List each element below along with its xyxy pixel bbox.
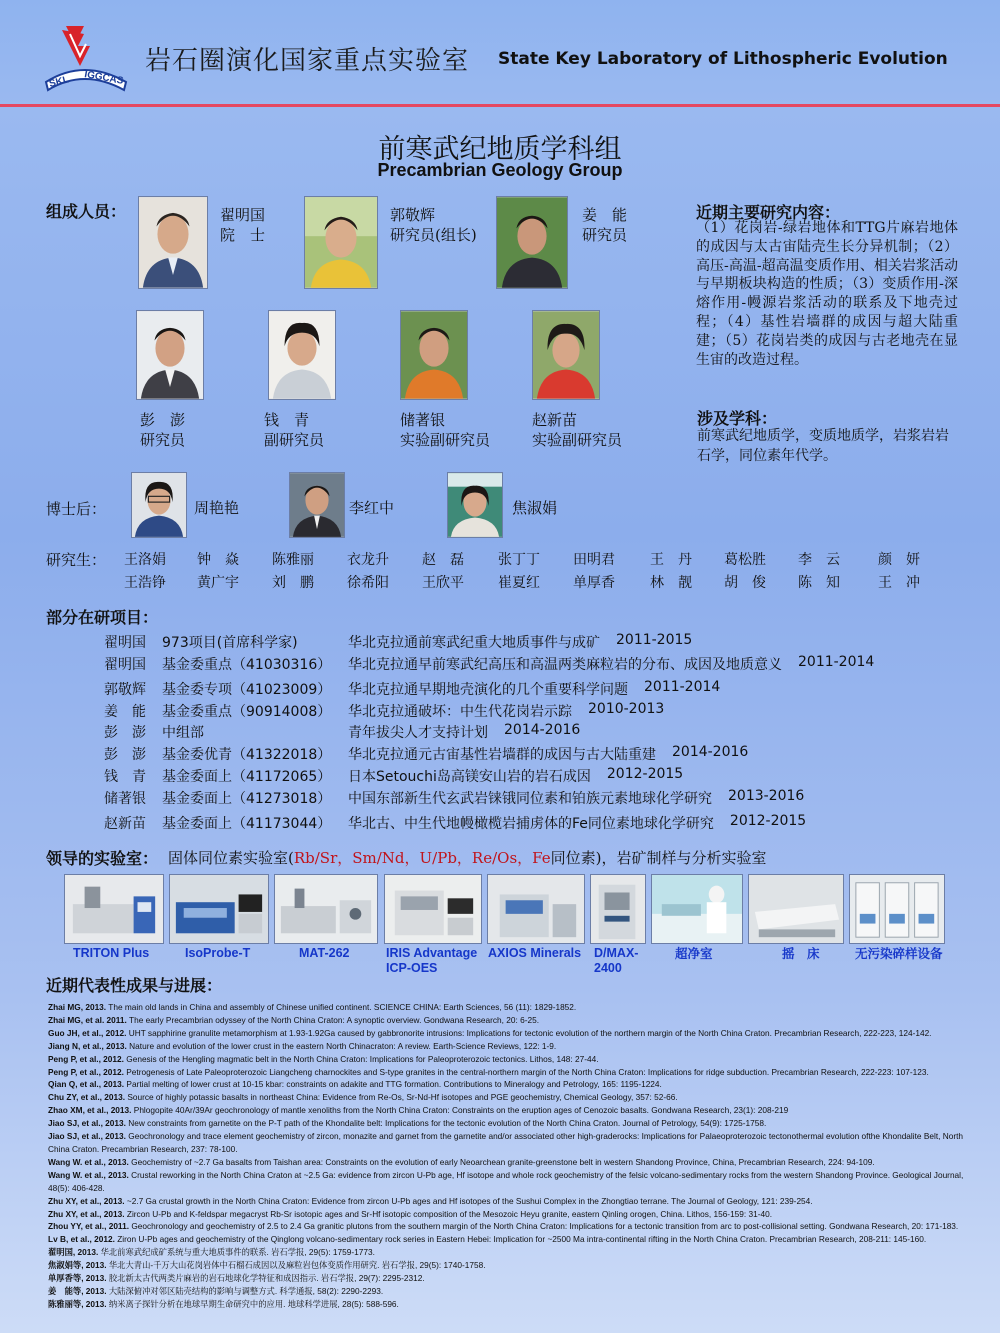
lab-photo-dmax xyxy=(590,874,646,944)
postdoc-photo xyxy=(447,472,503,538)
student-name: 李 云 xyxy=(798,552,840,568)
member-photo xyxy=(496,196,568,289)
lab-caption: IRIS Advantage ICP-OES xyxy=(386,946,478,975)
lab-photo-crusher xyxy=(849,874,945,944)
publication-text: Phlogopite 40Ar/39Ar geochronology of mantle xenoliths from the North China Craton: Constraints on the eruption ages of Cenozoic basalts. Gondwana Research, 23(1): 208-219 xyxy=(133,1105,789,1116)
labs-isotopes: Rb/Sr，Sm/Nd，U/Pb，Re/Os，Fe xyxy=(293,849,551,867)
publication-author: Zhai MG, 2013. xyxy=(48,1002,107,1012)
project-title: 华北克拉通前寒武纪重大地质事件与成矿 xyxy=(348,635,600,651)
publication-item xyxy=(48,1091,978,1104)
project-row xyxy=(104,701,964,719)
member-role: 院 士 xyxy=(220,226,266,244)
publication-item xyxy=(48,1298,978,1311)
publication-item xyxy=(48,1246,978,1259)
publication-author: 焦淑娟等, 2013. xyxy=(48,1260,107,1271)
publication-item xyxy=(48,1208,978,1221)
project-pi: 钱 青 xyxy=(104,769,146,785)
postdoc-photo xyxy=(131,472,187,538)
member-photo xyxy=(136,310,204,400)
member-name: 郭敬辉 xyxy=(390,206,436,224)
publication-author: Qian Q, et al., 2013. xyxy=(48,1079,125,1090)
project-row xyxy=(104,788,964,806)
publication-item xyxy=(48,1053,978,1066)
postdoc-photo xyxy=(289,472,345,538)
publication-item xyxy=(48,1272,978,1285)
group-title-cn: 前寒武纪地质学科组 xyxy=(378,134,622,165)
students-label: 研究生： xyxy=(46,551,107,569)
project-years: 2014-2016 xyxy=(504,722,581,738)
student-name: 王欣平 xyxy=(422,575,464,591)
project-row xyxy=(104,722,964,740)
student-name: 颜 妍 xyxy=(878,552,920,568)
lab-photo-mat262 xyxy=(274,874,378,944)
student-name: 张丁丁 xyxy=(498,552,540,568)
student-name: 葛松胜 xyxy=(724,552,766,568)
project-pi: 郭敬辉 xyxy=(104,682,146,698)
postdoc-label: 博士后： xyxy=(46,500,107,518)
project-row xyxy=(104,744,964,762)
publication-text: The main old lands in China and assembly of Chinese unified continent. SCIENCE CHINA: Earth Sciences, 56 (11): 1829-1852. xyxy=(108,1002,577,1012)
postdoc-name: 李红中 xyxy=(349,499,395,517)
student-name: 陈雅丽 xyxy=(272,552,314,568)
publication-text: Petrogenesis of Late Paleoproterozoic Liangcheng charnockites and S-type granites in the central-northern margin of the North China Craton: Implications for ridge subduction. Precambrian Research, 222-223: 107-123. xyxy=(126,1066,929,1077)
research-title: 近期主要研究内容： xyxy=(696,203,841,222)
publication-author: 单厚香等, 2013. xyxy=(48,1273,107,1284)
project-fund: 973项目(首席科学家) xyxy=(162,635,298,651)
labs-label: 领导的实验室： xyxy=(46,849,159,868)
lab-photo-cleanroom xyxy=(651,874,743,944)
publication-author: Peng P, et al., 2012. xyxy=(48,1053,124,1064)
publication-item xyxy=(48,1117,978,1130)
publication-item xyxy=(48,1014,978,1027)
publication-text: Crustal reworking in the North China Craton at ~2.5 Ga: evidence from zircon U-Pb age, Hf isotope and whole rock geochemistry of the felsic volcano-sedimentary rocks from the western Shandong Province. Geological Journal, 48(5): 406-428. xyxy=(48,1169,964,1193)
student-name: 胡 俊 xyxy=(724,575,766,591)
project-title: 华北克拉通早前寒武纪高压和高温两类麻粒岩的分布、成因及地质意义 xyxy=(348,657,782,673)
publication-item xyxy=(48,1066,978,1079)
project-title: 中国东部新生代玄武岩铼锇同位素和铂族元素地球化学研究 xyxy=(348,791,712,807)
lab-caption: AXIOS Minerals xyxy=(488,946,582,960)
publication-text: 华北大青山-千万大山花岗岩体中石榴石成因以及麻粒岩包体变质作用研究. 岩石学报, 29(5): 1740-1758. xyxy=(108,1260,486,1271)
project-pi: 彭 澎 xyxy=(104,747,146,763)
member-photo xyxy=(532,310,600,400)
project-fund: 基金委面上（41173044） xyxy=(162,816,332,832)
student-name: 刘 鹏 xyxy=(272,575,314,591)
member-role: 实验副研究员 xyxy=(532,431,623,449)
project-row xyxy=(104,632,964,650)
member-role: 研究员(组长) xyxy=(390,226,477,244)
members-label: 组成人员： xyxy=(46,202,127,221)
publication-item xyxy=(48,1156,978,1169)
project-years: 2011-2014 xyxy=(644,679,721,695)
member-role: 研究员 xyxy=(582,226,628,244)
student-name: 赵 磊 xyxy=(422,552,464,568)
publication-item xyxy=(48,1130,978,1156)
publication-text: Geochronology and trace element geochemistry of zircon, monazite and garnet from the garnetite and/or associated other high-graderocks: Implications for Palaeoproterozoic tectonothermal evolution ofthe Khondalite Belt, North China Craton. Precambrian Research, 237: 78-100. xyxy=(48,1131,964,1154)
publication-author: Zhou YY, et al., 2011. xyxy=(48,1221,130,1232)
project-title: 日本Setouchi岛高镁安山岩的岩石成因 xyxy=(348,769,591,785)
publication-item xyxy=(48,1195,978,1208)
publication-author: Jiao SJ, et al., 2013. xyxy=(48,1118,126,1129)
publication-author: 姜 能等, 2013. xyxy=(48,1285,107,1296)
project-pi: 翟明国 xyxy=(104,635,146,651)
lab-photo-isoprobe xyxy=(169,874,269,944)
lab-caption: 超净室 xyxy=(675,946,713,961)
project-fund: 基金委重点（90914008） xyxy=(162,704,332,720)
student-name: 衣龙升 xyxy=(347,552,389,568)
member-name: 彭 澎 xyxy=(140,411,186,429)
header-divider xyxy=(0,104,1000,107)
publication-text: ~2.7 Ga crustal growth in the North China Craton: Evidence from zircon U-Pb ages and Hf isotopes of the Sushui Complex in the Zhongtiao terrane. The Journal of Geology, 121: 239-254. xyxy=(126,1195,813,1206)
publication-author: Chu ZY, et al., 2013. xyxy=(48,1092,126,1103)
publication-author: Wang W. et al., 2013. xyxy=(48,1169,129,1180)
publication-item xyxy=(48,1040,978,1053)
publication-text: 大陆深俯冲对邻区陆壳结构的影响与调整方式. 科学通报, 58(2): 2290-2293. xyxy=(108,1285,384,1296)
project-fund: 基金委优青（41322018） xyxy=(162,747,332,763)
publication-text: Geochemistry of ~2.7 Ga basalts from Taishan area: Constraints on the evolution of early Neoarchean granite-greenstone belt in western Shandong Province, China, Precambrian Research, 224: 94-109. xyxy=(131,1156,875,1167)
student-name: 王 丹 xyxy=(650,552,692,568)
project-pi: 赵新苗 xyxy=(104,816,146,832)
publication-author: Guo JH, et al., 2012. xyxy=(48,1027,127,1038)
publication-item xyxy=(48,1233,978,1246)
project-fund: 基金委专项（41023009） xyxy=(162,682,332,698)
member-role: 实验副研究员 xyxy=(400,431,491,449)
publication-item xyxy=(48,1220,978,1233)
publication-author: Zhu XY, et al., 2013. xyxy=(48,1208,125,1219)
publication-text: 胶北新太古代两类片麻岩的岩石地球化学特征和成因指示. 岩石学报, 29(7): 2295-2312. xyxy=(108,1273,425,1284)
student-name: 钟 焱 xyxy=(197,552,239,568)
publication-item xyxy=(48,1027,978,1040)
labs-text-a: 固体同位素实验室( xyxy=(168,849,294,867)
lab-caption: TRITON Plus xyxy=(73,946,150,960)
project-title: 华北克拉通早期地壳演化的几个重要科学问题 xyxy=(348,682,628,698)
publication-item xyxy=(48,1169,978,1195)
publication-item xyxy=(48,1001,978,1014)
member-role: 副研究员 xyxy=(264,431,325,449)
project-row xyxy=(104,813,964,831)
projects-label: 部分在研项目： xyxy=(46,608,159,627)
member-name: 翟明国 xyxy=(220,206,266,224)
publication-author: Jiang N, et al., 2013. xyxy=(48,1040,127,1051)
publication-author: Wang W. et al., 2013. xyxy=(48,1156,129,1167)
lab-photo-shaker xyxy=(748,874,844,944)
publication-author: 陈雅丽等, 2013. xyxy=(48,1298,107,1309)
student-name: 林 靓 xyxy=(650,575,692,591)
project-title: 华北克拉通元古宙基性岩墙群的成因与古大陆重建 xyxy=(348,747,656,763)
publication-author: Zhu XY, et al., 2013. xyxy=(48,1195,125,1206)
publication-author: 翟明国, 2013. xyxy=(48,1247,99,1258)
publications-list xyxy=(48,1001,978,1311)
publication-text: Nature and evolution of the lower crust in the eastern North Chinacraton: A review. Earth-Science Reviews, 122: 1-9. xyxy=(129,1040,557,1051)
publication-author: Zhao XM, et al., 2013. xyxy=(48,1105,132,1116)
publication-text: Zircon U-Pb and K-feldspar megacryst Rb-Sr isotopic ages and Sr-Hf isotopic composition of the Mesozoic Heyu granite, eastern Qinling orogen, China. Lithos, 156-159: 31-40. xyxy=(126,1208,773,1219)
publication-text: Ziron U-Pb ages and geochemistry of the Qinglong volcano-sedimentary rock series in Eastern Hebei: Implication for ~2500 Ma intra-continental rifting in the North China Craton. Precambrian Research, 208-211: 145-160. xyxy=(117,1234,927,1245)
publication-author: Jiao SJ, et al., 2013. xyxy=(48,1131,126,1142)
skl-iggcas-logo xyxy=(44,20,128,98)
research-text: （1）花岗岩-绿岩地体和TTG片麻岩地体的成因与太古宙陆壳生长分异机制；（2）高压-高温-超高温变质作用、相关岩浆活动与早期板块构造的性质；（3）变质作用-深熔作用-幔源岩浆活动的联系及下地壳过程；（4）基性岩墙群的成因与超大陆重建；（5）花岗岩类的成因与古老地壳在显生宙的改造过程。 xyxy=(696,220,958,368)
publication-text: Geochronology and geochemistry of 2.5 to 2.4 Ga granitic plutons from the southern margin of the North China Craton: Implications for a tectonic transition from arc to post-collisional setting. Gondwana Research, 20: 171-183. xyxy=(131,1221,959,1232)
member-name: 姜 能 xyxy=(582,206,628,224)
member-role: 研究员 xyxy=(140,431,186,449)
member-photo xyxy=(138,196,208,289)
student-name: 崔夏红 xyxy=(498,575,540,591)
labs-text-b: 同位素)，岩矿制样与分析实验室 xyxy=(550,849,767,867)
student-name: 王洛娟 xyxy=(124,552,166,568)
student-name: 徐希阳 xyxy=(347,575,389,591)
project-years: 2014-2016 xyxy=(672,744,749,760)
member-photo xyxy=(268,310,336,400)
svg-text:IGGCAS: IGGCAS xyxy=(83,69,125,87)
project-title: 华北克拉通破坏：中生代花岗岩示踪 xyxy=(348,704,572,720)
project-fund: 基金委面上（41273018） xyxy=(162,791,332,807)
project-pi: 姜 能 xyxy=(104,704,146,720)
project-years: 2013-2016 xyxy=(728,788,805,804)
publication-item xyxy=(48,1285,978,1298)
svg-text:SKL: SKL xyxy=(48,74,71,90)
project-fund: 中组部 xyxy=(162,725,204,741)
project-fund: 基金委面上（41172065） xyxy=(162,769,332,785)
lab-title-cn: 岩石圈演化国家重点实验室 xyxy=(145,46,470,76)
member-name: 储著银 xyxy=(400,411,446,429)
project-years: 2012-2015 xyxy=(606,766,684,782)
postdoc-name: 焦淑娟 xyxy=(512,499,558,517)
project-years: 2012-2015 xyxy=(729,813,807,829)
lab-photo-iris xyxy=(384,874,482,944)
project-title: 青年拔尖人才支持计划 xyxy=(348,725,488,741)
publication-text: Partial melting of lower crust at 10-15 kbar: constraints on adakite and TTG formation. Contributions to Mineralogy and Petrology, 165: 1195-1224. xyxy=(126,1079,662,1090)
project-pi: 储著银 xyxy=(104,791,146,807)
project-row xyxy=(104,766,964,784)
member-photo xyxy=(304,196,378,289)
member-name: 钱 青 xyxy=(264,411,310,429)
member-name: 赵新苗 xyxy=(532,411,578,429)
lab-caption: 摇 床 xyxy=(782,946,820,961)
publication-author: Peng P, et al., 2012. xyxy=(48,1066,124,1077)
publication-author: Zhai MG, et al. 2011. xyxy=(48,1014,127,1025)
project-title: 华北古、中生代地幔橄榄岩捕虏体的Fe同位素地球化学研究 xyxy=(348,816,714,832)
publication-text: Genesis of the Hengling magmatic belt in the North China Craton: Implications for Paleoproterozoic tectonics. Lithos, 148: 27-44. xyxy=(126,1053,599,1064)
student-name: 王 冲 xyxy=(878,575,920,591)
lab-photo-triton xyxy=(64,874,164,944)
lab-photo-axios xyxy=(487,874,585,944)
disciplines-title: 涉及学科： xyxy=(697,409,778,428)
project-years: 2010-2013 xyxy=(588,701,665,717)
student-name: 黄广宇 xyxy=(197,575,239,591)
project-pi: 翟明国 xyxy=(104,657,146,673)
group-title-en: Precambrian Geology Group xyxy=(377,160,623,180)
project-years: 2011-2014 xyxy=(798,654,875,670)
lab-caption: IsoProbe-T xyxy=(185,946,251,960)
publication-item xyxy=(48,1078,978,1091)
postdoc-name: 周艳艳 xyxy=(194,499,240,517)
member-photo xyxy=(400,310,468,400)
student-name: 单厚香 xyxy=(573,575,615,591)
publication-author: Lv B, et al., 2012. xyxy=(48,1234,115,1245)
project-pi: 彭 澎 xyxy=(104,725,146,741)
disciplines-text: 前寒武纪地质学，变质地质学，岩浆岩岩石学，同位素年代学。 xyxy=(697,428,949,464)
publication-text: UHT sapphirine granulite metamorphism at 1.93-1.92Ga caused by gabbronorite intrusions: Implications for tectonic evolution of the northern margin of the North China Craton. Precambrian Research, 222-223, 124-142. xyxy=(128,1027,932,1038)
lab-caption: MAT-262 xyxy=(299,946,350,960)
publication-text: The early Precambrian odyssey of the North China Craton: A synoptic overview. Gondwana Research, 20: 6-25. xyxy=(129,1014,540,1025)
lab-caption: 无污染碎样设备 xyxy=(855,946,943,961)
publications-label: 近期代表性成果与进展： xyxy=(46,976,223,995)
publication-text: 华北前寒武纪成矿系统与重大地质事件的联系. 岩石学报, 29(5): 1759-1773. xyxy=(100,1247,375,1258)
publication-text: New constraints from garnetite on the P-T path of the Khondalite belt: Implications for the tectonic evolution of the North China Craton. Journal of Petrology, 54(9): 1725-1758. xyxy=(128,1118,767,1129)
publication-text: Source of highly potassic basalts in northeast China: Evidence from Re-Os, Sr-Nd-Hf isotopes and PGE geochemistry, Chemical Geology, 357: 52-66. xyxy=(127,1092,678,1103)
student-name: 陈 知 xyxy=(798,575,840,591)
project-row xyxy=(104,679,964,697)
labs-description xyxy=(168,847,766,868)
student-name: 田明君 xyxy=(573,552,615,568)
publication-text: 纳米离子探针分析在地球早期生命研究中的应用. 地球科学进展, 28(5): 588-596. xyxy=(108,1298,399,1309)
publication-item xyxy=(48,1259,978,1272)
project-fund: 基金委重点（41030316） xyxy=(162,657,332,673)
lab-title-en: State Key Laboratory of Lithospheric Evolution xyxy=(498,49,948,69)
lab-caption: D/MAX-2400 xyxy=(594,946,639,975)
project-years: 2011-2015 xyxy=(616,632,693,648)
project-row xyxy=(104,654,964,672)
publication-item xyxy=(48,1104,978,1117)
student-name: 王浩铮 xyxy=(124,575,166,591)
